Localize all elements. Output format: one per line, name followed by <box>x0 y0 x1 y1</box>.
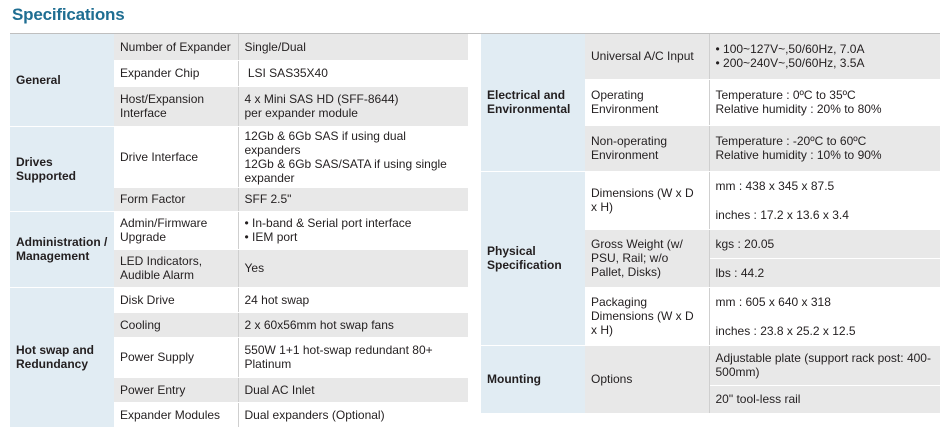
category-mounting: Mounting <box>481 345 585 413</box>
spec-value <box>709 79 940 125</box>
value-line: • 200~240V~,50/60Hz, 3.5A <box>715 56 865 71</box>
spec-value: SFF 2.5" <box>238 187 468 211</box>
spec-label: Universal A/C Input <box>585 34 709 79</box>
spec-label: Cooling <box>114 312 238 337</box>
spec-label: Non-operating Environment <box>585 125 709 171</box>
spec-value <box>709 125 940 171</box>
value-line: Temperature : -20ºC to 60ºC <box>715 134 867 148</box>
spec-label: Options <box>585 345 709 413</box>
value-line: 4 x Mini SAS HD (SFF-8644) <box>244 92 399 106</box>
value-line: • 100~127V~,50/60Hz, 7.0A <box>715 42 865 57</box>
spec-value <box>238 86 468 126</box>
spec-label: Drive Interface <box>114 126 238 187</box>
spec-value <box>709 34 940 79</box>
spec-label: Packaging Dimensions (W x D x H) <box>585 287 709 345</box>
spec-label: Disk Drive <box>114 287 238 312</box>
value-line: 12Gb & 6Gb SAS/SATA if using single expander <box>244 156 447 185</box>
spec-label: Admin/Firmware Upgrade <box>114 211 238 249</box>
table-row <box>10 126 468 187</box>
spec-label: Form Factor <box>114 187 238 211</box>
spec-value: Yes <box>238 249 468 287</box>
spec-value: inches : 23.8 x 25.2 x 12.5 <box>709 316 940 345</box>
spec-value <box>238 126 468 187</box>
spec-value <box>238 211 468 249</box>
spec-label: LED Indicators, Audible Alarm <box>114 249 238 287</box>
category-physical: Physical Specification <box>481 171 585 345</box>
spec-label: Expander Modules <box>114 402 238 427</box>
category-hotswap: Hot swap and Redundancy <box>10 287 114 427</box>
spec-label: Number of Expander <box>114 34 238 60</box>
spec-table-left <box>10 34 468 428</box>
spec-value: Adjustable plate (support rack post: 400-500mm) <box>709 345 940 385</box>
table-row <box>481 345 940 385</box>
spec-label: Power Entry <box>114 377 238 402</box>
spec-label: Operating Environment <box>585 79 709 125</box>
spec-value: 550W 1+1 hot-swap redundant 80+ Platinum <box>238 337 468 377</box>
value-line: • In-band & Serial port interface <box>244 216 412 230</box>
value-line: Relative humidity : 20% to 80% <box>715 102 882 116</box>
spec-table-right <box>481 34 940 414</box>
spec-value: inches : 17.2 x 13.6 x 3.4 <box>709 200 940 229</box>
table-row <box>481 34 940 79</box>
value-line: • IEM port <box>244 230 298 244</box>
spec-value: kgs : 20.05 <box>709 229 940 258</box>
category-electrical: Electrical and Environmental <box>481 34 585 171</box>
spec-value: mm : 438 x 345 x 87.5 <box>709 171 940 200</box>
spec-value: Dual expanders (Optional) <box>238 402 468 427</box>
spec-value: 2 x 60x56mm hot swap fans <box>238 312 468 337</box>
table-row <box>10 34 468 60</box>
page-title: Specifications <box>12 5 125 24</box>
spec-value: 24 hot swap <box>238 287 468 312</box>
spec-value: Single/Dual <box>238 34 468 60</box>
spec-value: mm : 605 x 640 x 318 <box>709 287 940 316</box>
spec-label: Dimensions (W x D x H) <box>585 171 709 229</box>
spec-value: LSI SAS35X40 <box>238 60 468 86</box>
spec-value: 20" tool-less rail <box>709 385 940 413</box>
spec-label: Power Supply <box>114 337 238 377</box>
category-administration: Administration / Management <box>10 211 114 287</box>
spec-label: Gross Weight (w/ PSU, Rail; w/o Pallet, Disks) <box>585 229 709 287</box>
value-line: Temperature : 0ºC to 35ºC <box>715 88 856 102</box>
spec-label: Host/Expansion Interface <box>114 86 238 126</box>
value-line: 12Gb & 6Gb SAS if using dual expanders <box>244 128 406 157</box>
spec-value: lbs : 44.2 <box>709 258 940 287</box>
table-row <box>10 287 468 312</box>
category-general: General <box>10 34 114 126</box>
table-row <box>10 211 468 249</box>
value-line: Relative humidity : 10% to 90% <box>715 148 882 162</box>
spec-label: Expander Chip <box>114 60 238 86</box>
category-drives: Drives Supported <box>10 126 114 211</box>
value-line: per expander module <box>244 106 358 120</box>
table-row <box>481 171 940 200</box>
spec-value: Dual AC Inlet <box>238 377 468 402</box>
